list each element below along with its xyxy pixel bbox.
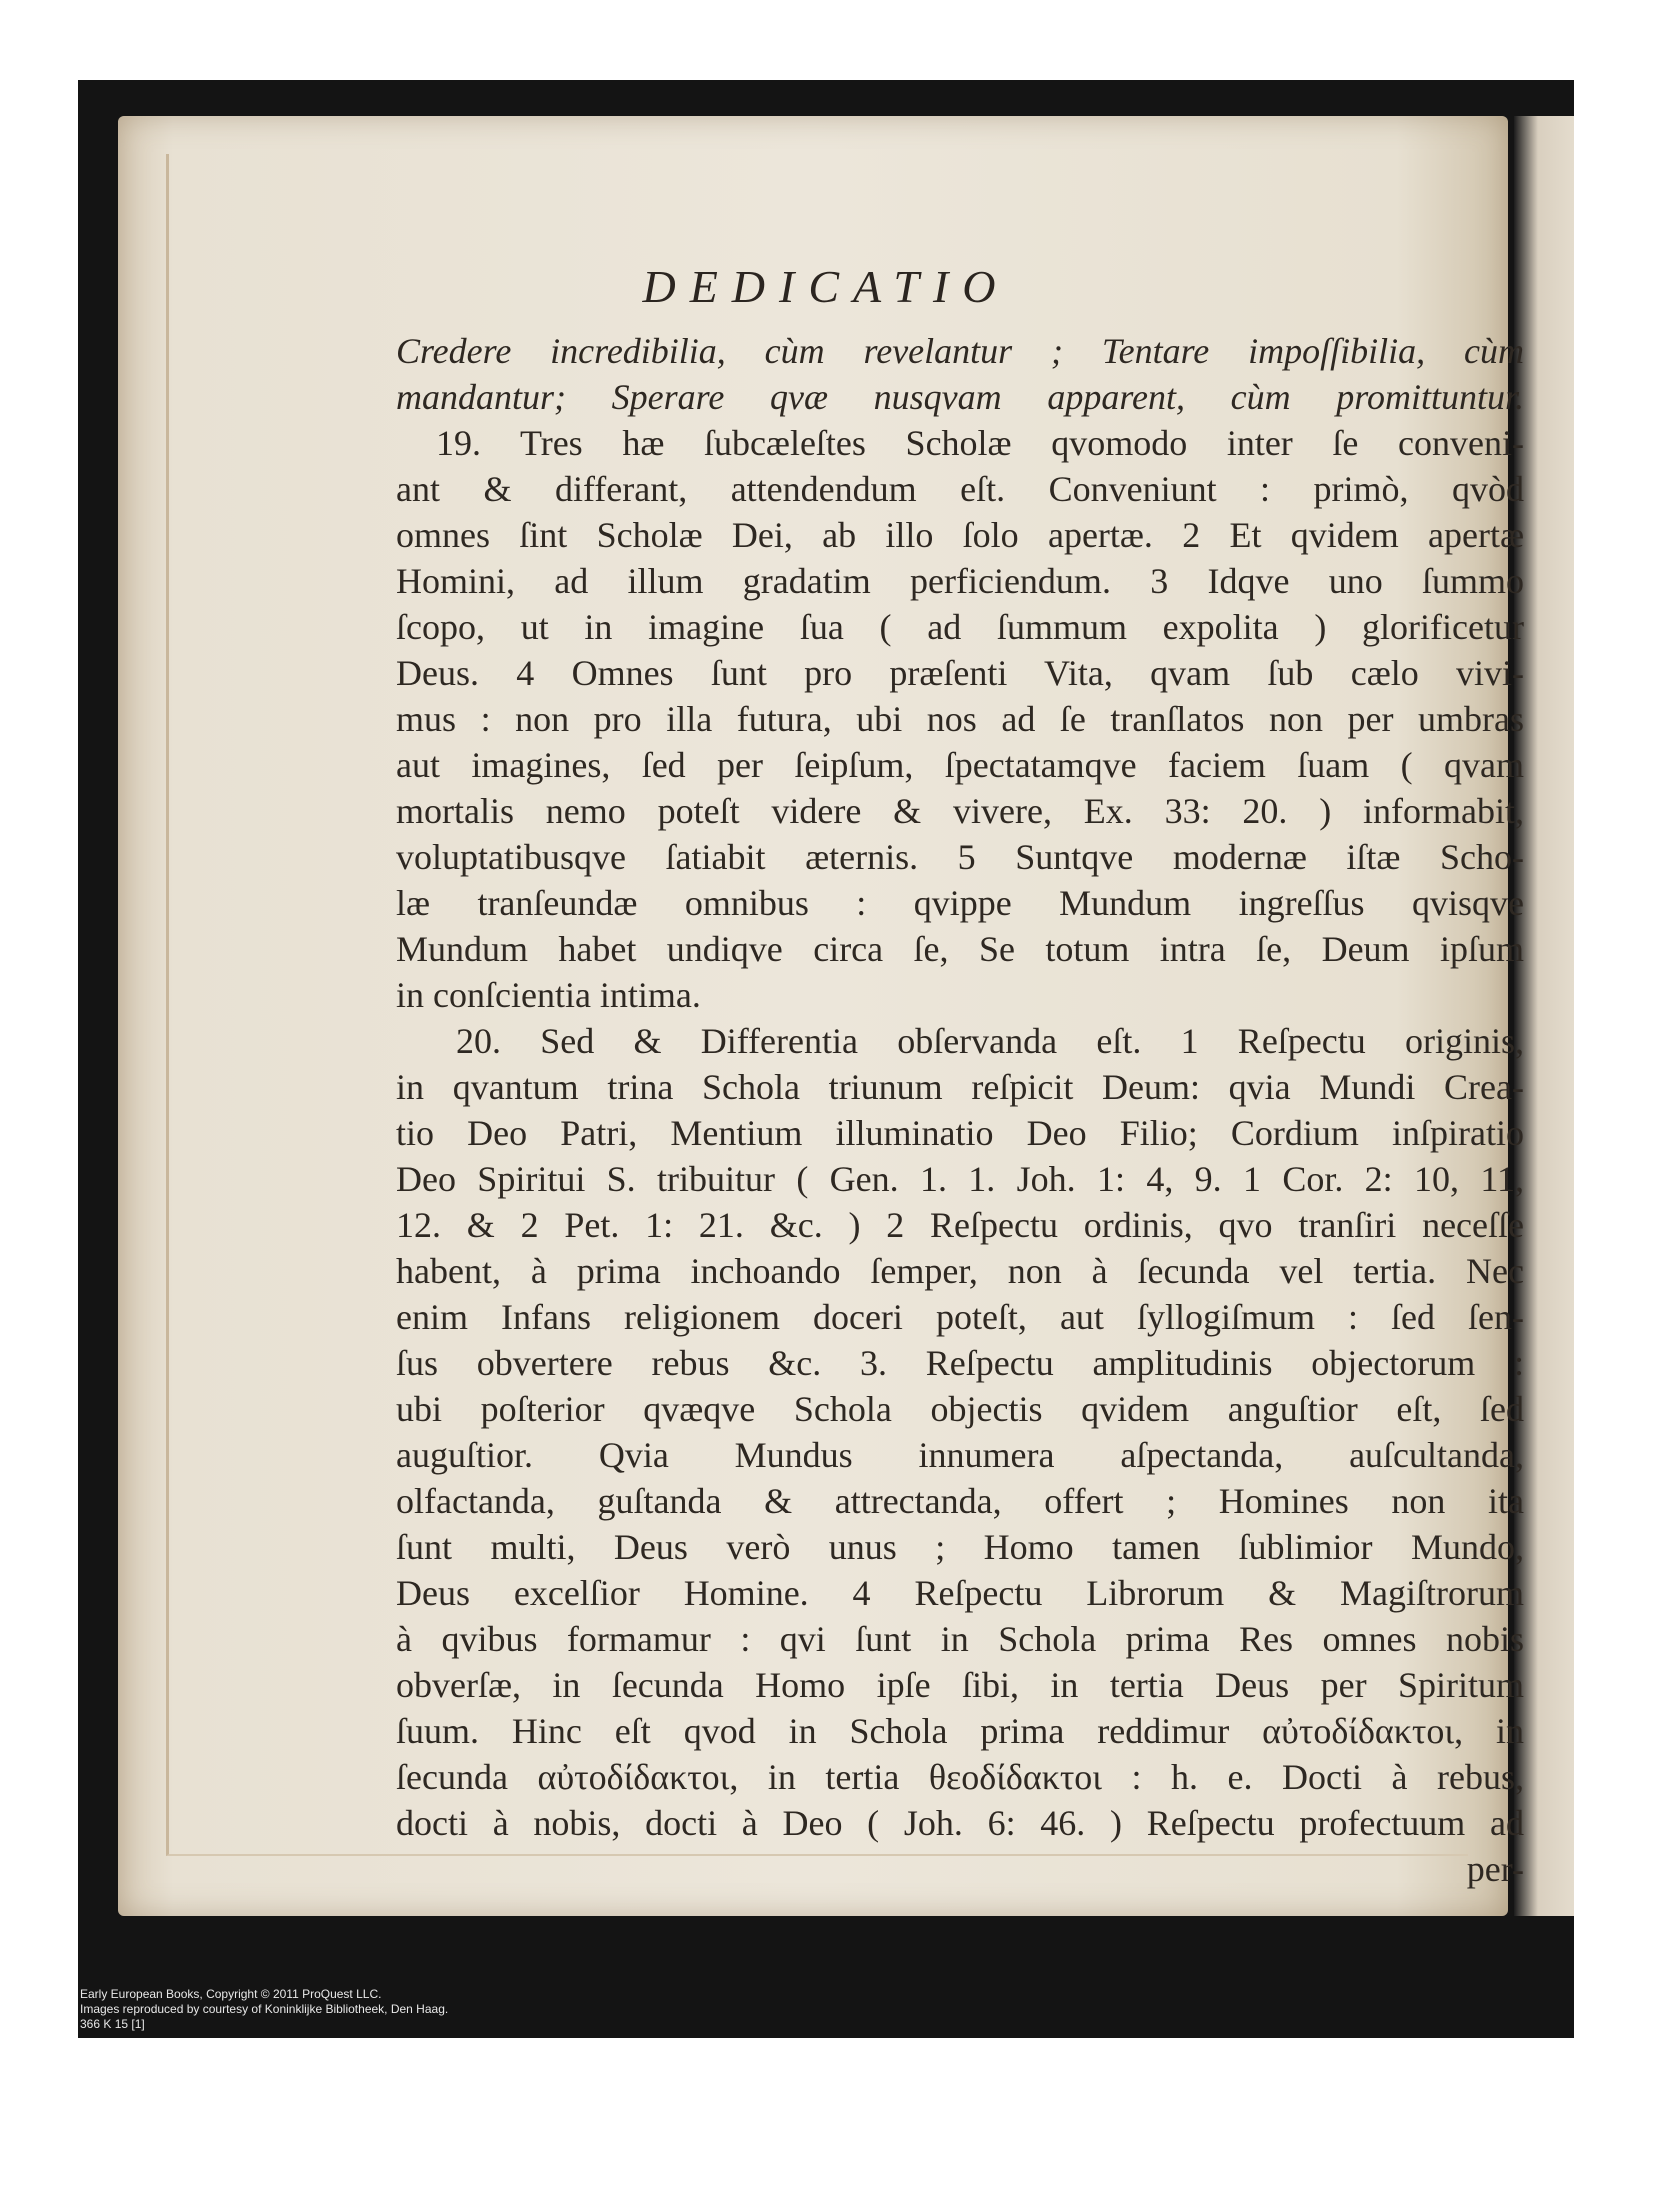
text-line: tio Deo Patri, Mentium illuminatio Deo Filio; Cordium inſpiratio — [396, 1113, 1524, 1153]
scan-frame — [78, 80, 1574, 2038]
text-line: ſuum. Hinc eſt qvod in Schola prima reddimur αὐτοδίδακτοι, in — [396, 1711, 1524, 1751]
text-line: Credere incredibilia, cùm revelantur ; Tentare impoſſibilia, cùm — [396, 331, 1524, 371]
text-line: ant & differant, attendendum eſt. Conveniunt : primò, qvòd — [396, 469, 1524, 509]
footer-line-publisher: Early European Books, Copyright © 2011 ProQuest LLC. — [80, 1987, 382, 2001]
text-line: 12. & 2 Pet. 1: 21. &c. ) 2 Reſpectu ordinis, qvo tranſiri neceſſe — [396, 1205, 1524, 1245]
text-line: Homini, ad illum gradatim perficiendum. 3 Idqve uno ſummo — [396, 561, 1524, 601]
text-line: Mundum habet undiqve circa ſe, Se totum intra ſe, Deum ipſum — [396, 929, 1524, 969]
text-line: ubi poſterior qvæqve Schola objectis qvidem anguſtior eſt, ſed — [396, 1389, 1524, 1429]
text-line: ſunt multi, Deus verò unus ; Homo tamen ſublimior Mundo, — [396, 1527, 1524, 1567]
text-line: Deus excelſior Homine. 4 Reſpectu Librorum & Magiſtrorum — [396, 1573, 1524, 1613]
text-line: mandantur; Sperare qvæ nusqvam apparent, cùm promittuntur. — [396, 377, 1524, 417]
text-line: à qvibus formamur : qvi ſunt in Schola prima Res omnes nobis — [396, 1619, 1524, 1659]
text-line: habent, à prima inchoando ſemper, non à ſecunda vel tertia. Nec — [396, 1251, 1524, 1291]
text-line: olfactanda, guſtanda & attrectanda, offert ; Homines non ita — [396, 1481, 1524, 1521]
footer-line-shelfmark: 366 K 15 [1] — [80, 2017, 145, 2031]
text-line: Deo Spiritui S. tribuitur ( Gen. 1. 1. Joh. 1: 4, 9. 1 Cor. 2: 10, 11, — [396, 1159, 1524, 1199]
body-text — [396, 328, 1524, 1892]
text-line: 20. Sed & Differentia obſervanda eſt. 1 Reſpectu originis, — [456, 1021, 1524, 1061]
text-line: aut imagines, ſed per ſeipſum, ſpectatamqve faciem ſuam ( qvam — [396, 745, 1524, 785]
text-line: docti à nobis, docti à Deo ( Joh. 6: 46. ) Reſpectu profectuum ad — [396, 1803, 1524, 1843]
text-line: omnes ſint Scholæ Dei, ab illo ſolo apertæ. 2 Et qvidem apertæ — [396, 515, 1524, 555]
text-line: ſus obvertere rebus &c. 3. Reſpectu amplitudinis objectorum : — [396, 1343, 1524, 1383]
text-line: auguſtior. Qvia Mundus innumera aſpectanda, auſcultanda, — [396, 1435, 1524, 1475]
text-line: in conſcientia intima. — [396, 975, 701, 1015]
text-line: ſcopo, ut in imagine ſua ( ad ſummum expolita ) glorificetur — [396, 607, 1524, 647]
text-line: in qvantum trina Schola triunum reſpicit Deum: qvia Mundi Crea- — [396, 1067, 1524, 1107]
text-line: enim Infans religionem doceri poteſt, aut ſyllogiſmum : ſed ſen- — [396, 1297, 1524, 1337]
text-line: mortalis nemo poteſt videre & vivere, Ex. 33: 20. ) informabit, — [396, 791, 1524, 831]
text-line: ſecunda αὐτοδίδακτοι, in tertia θεοδίδακτοι : h. e. Docti à rebus, — [396, 1757, 1524, 1797]
footer-line-courtesy: Images reproduced by courtesy of Koninklijke Bibliotheek, Den Haag. — [80, 2002, 449, 2016]
page-heading: DEDICATIO — [642, 261, 1010, 312]
copyright-footer — [80, 1987, 448, 2032]
text-line: Deus. 4 Omnes ſunt pro præſenti Vita, qvam ſub cælo vivi- — [396, 653, 1524, 693]
text-line: obverſæ, in ſecunda Homo ipſe ſibi, in tertia Deus per Spiritum — [396, 1665, 1524, 1705]
text-line: læ tranſeundæ omnibus : qvippe Mundum ingreſſus qvisqve — [396, 883, 1524, 923]
catchword: per- — [1466, 1849, 1524, 1889]
text-line: 19. Tres hæ ſubcæleſtes Scholæ qvomodo inter ſe conveni- — [436, 423, 1524, 463]
text-line: mus : non pro illa futura, ubi nos ad ſe tranſlatos non per umbras — [396, 699, 1524, 739]
text-line: voluptatibusqve ſatiabit æternis. 5 Suntqve modernæ iſtæ Scho- — [396, 837, 1524, 877]
